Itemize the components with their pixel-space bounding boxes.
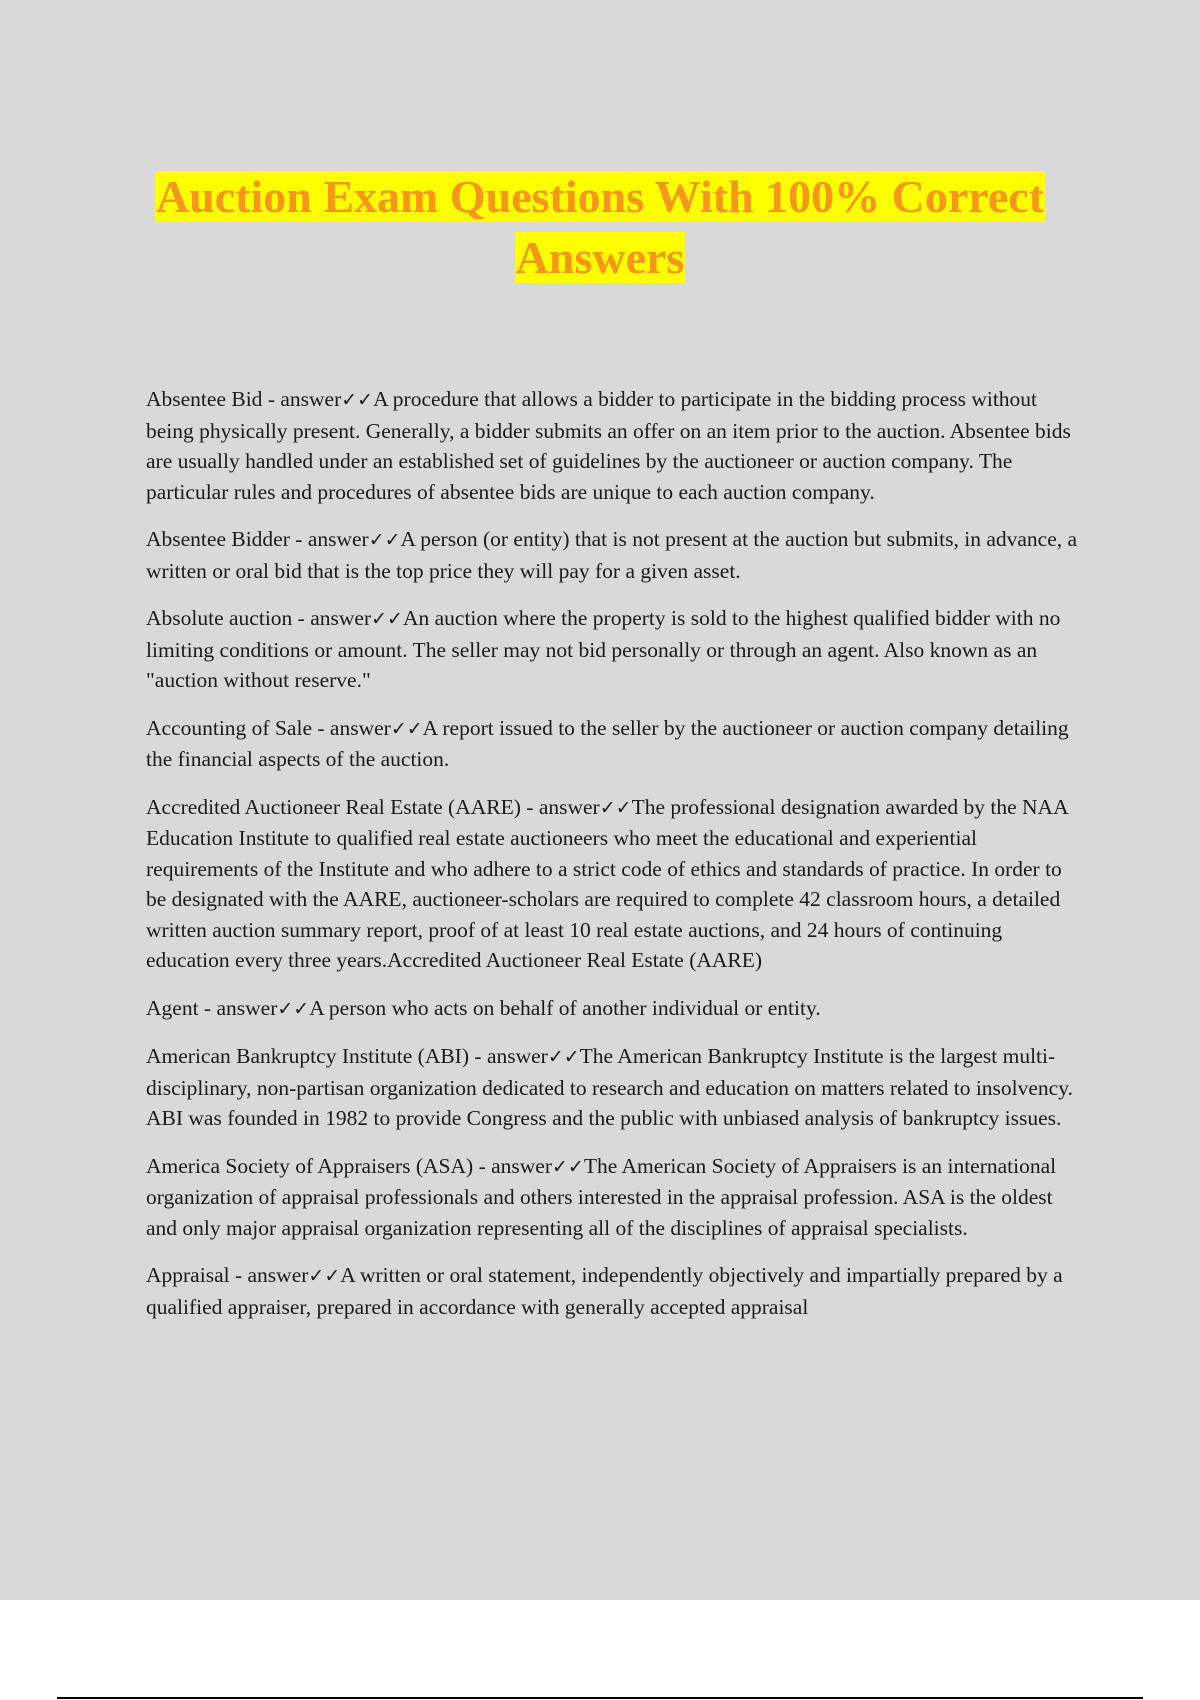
answer-label: answer xyxy=(280,387,342,411)
entry-accounting-of-sale: Accounting of Sale - answer✓✓A report issued to the seller by the auctioneer or auction company detailing the financial aspects of the auction. xyxy=(146,715,1069,771)
entry-definition: A procedure that allows a bidder to participate in the bidding process without being physically present. Generally, a bidder submits an offer on an item prior to the auction. Absentee bids are usually handled under an established set of guidelines by the auctioneer or auction company. The particular rules and procedures of absentee bids are unique to each auction company. xyxy=(146,387,1071,504)
check-marks-icon: ✓✓ xyxy=(390,717,423,740)
entry-definition: The professional designation awarded by the NAA Education Institute to qualified real estate auctioneers who meet the educational and experiential requirements of the Institute and who adhere to a strict code of ethics and standards of practice. In order to be designated with the AARE, auctioneer-scholars are required to complete 42 classroom hours, a detailed written auction summary report, proof of at least 10 real estate auctions, and 24 hours of continuing education every three years.Accredited Auctioneer Real Estate (AARE) xyxy=(146,794,1068,972)
entry-asa: America Society of Appraisers (ASA) - answer✓✓The American Society of Appraisers is an international organization of appraisal professionals and others interested in the appraisal profession. ASA is the oldest and only major appraisal organization representing all of the disciplines of appraisal specialists. xyxy=(146,1153,1057,1240)
entry-appraisal: Appraisal - answer✓✓A written or oral statement, independently objectively and impartially prepared by a qualified appraiser, prepared in accordance with generally accepted appraisal xyxy=(146,1263,1063,1319)
entry-definition: A written or oral statement, independently objectively and impartially prepared by a qualified appraiser, prepared in accordance with generally accepted appraisal xyxy=(146,1263,1063,1319)
entry-term: American Bankruptcy Institute (ABI) xyxy=(146,1044,470,1068)
entry-term: Absentee Bidder xyxy=(146,527,290,551)
answer-label: answer xyxy=(491,1153,553,1178)
entry-agent: Agent - answer✓✓A person who acts on behalf of another individual or entity. xyxy=(146,995,821,1020)
entry-list xyxy=(146,384,1086,1339)
check-marks-icon: ✓✓ xyxy=(308,1265,341,1287)
footer-divider xyxy=(57,1697,1143,1699)
check-marks-icon: ✓✓ xyxy=(599,796,632,819)
entry-aare: Accredited Auctioneer Real Estate (AARE) - answer✓✓The professional designation awarded by the NAA Education Institute to qualified real estate auctioneers who meet the educational and experiential requirements of the Institute and who adhere to a strict code of ethics and standards of practice. In order to be designated with the AARE, auctioneer-scholars are required to complete 42 classroom hours, a detailed written auction summary report, proof of at least 10 real estate auctions, and 24 hours of continuing education every three years.Accredited Auctioneer Real Estate (AARE) xyxy=(146,794,1068,972)
answer-label: answer xyxy=(307,527,369,551)
answer-label: answer xyxy=(216,995,278,1020)
check-marks-icon: ✓✓ xyxy=(341,389,374,411)
entry-absentee-bid: Absentee Bid - answer✓✓A procedure that allows a bidder to participate in the bidding process without being physically present. Generally, a bidder submits an offer on an item prior to the auction. Absentee bids are usually handled under an established set of guidelines by the auctioneer or auction company. The particular rules and procedures of absentee bids are unique to each auction company. xyxy=(146,387,1071,504)
document-title: Auction Exam Questions With 100% Correct Answers xyxy=(155,171,1045,283)
entry-definition: The American Bankruptcy Institute is the largest multi-disciplinary, non-partisan organization dedicated to research and education on matters related to insolvency. ABI was founded in 1982 to provide Congress and the public with unbiased analysis of bankruptcy issues. xyxy=(146,1044,1073,1130)
entry-term: America Society of Appraisers (ASA) xyxy=(146,1153,474,1178)
entry-definition: A person who acts on behalf of another individual or entity. xyxy=(309,995,821,1020)
entry-definition: A person (or entity) that is not present at the auction but submits, in advance, a written or oral bid that is the top price they will pay for a given asset. xyxy=(146,527,1078,583)
answer-label: answer xyxy=(329,715,391,740)
entry-term: Appraisal xyxy=(146,1263,230,1287)
answer-label: answer xyxy=(310,606,372,630)
check-marks-icon: ✓✓ xyxy=(552,1155,584,1178)
answer-label: answer xyxy=(247,1263,309,1287)
entry-definition: A report issued to the seller by the auctioneer or auction company detailing the financial aspects of the auction. xyxy=(146,715,1069,771)
entry-term: Agent xyxy=(146,995,199,1020)
check-marks-icon: ✓✓ xyxy=(277,997,310,1020)
answer-label: answer xyxy=(486,1044,548,1068)
entry-term: Absentee Bid xyxy=(146,387,263,411)
title-block xyxy=(130,166,1070,288)
entry-term: Accounting of Sale xyxy=(146,715,312,740)
check-marks-icon: ✓✓ xyxy=(368,529,401,551)
entry-absolute-auction: Absolute auction - answer✓✓An auction where the property is sold to the highest qualified bidder with no limiting conditions or amount. The seller may not bid personally or through an agent. Also known as an "auction without reserve." xyxy=(146,606,1061,692)
entry-term: Absolute auction xyxy=(146,606,293,630)
entry-definition: An auction where the property is sold to the highest qualified bidder with no limiting conditions or amount. The seller may not bid personally or through an agent. Also known as an "auction without reserve." xyxy=(146,606,1061,692)
answer-label: answer xyxy=(538,794,600,819)
entry-abi: American Bankruptcy Institute (ABI) - answer✓✓The American Bankruptcy Institute is the largest multi-disciplinary, non-partisan organization dedicated to research and education on matters related to insolvency. ABI was founded in 1982 to provide Congress and the public with unbiased analysis of bankruptcy issues. xyxy=(146,1044,1073,1130)
check-marks-icon: ✓✓ xyxy=(371,608,403,630)
entry-term: Accredited Auctioneer Real Estate (AARE) xyxy=(146,794,521,819)
entry-absentee-bidder: Absentee Bidder - answer✓✓A person (or entity) that is not present at the auction but submits, in advance, a written or oral bid that is the top price they will pay for a given asset. xyxy=(146,527,1078,583)
entry-definition: The American Society of Appraisers is an international organization of appraisal professionals and others interested in the appraisal profession. ASA is the oldest and only major appraisal organization representing all of the disciplines of appraisal specialists. xyxy=(146,1153,1057,1240)
check-marks-icon: ✓✓ xyxy=(547,1046,580,1068)
